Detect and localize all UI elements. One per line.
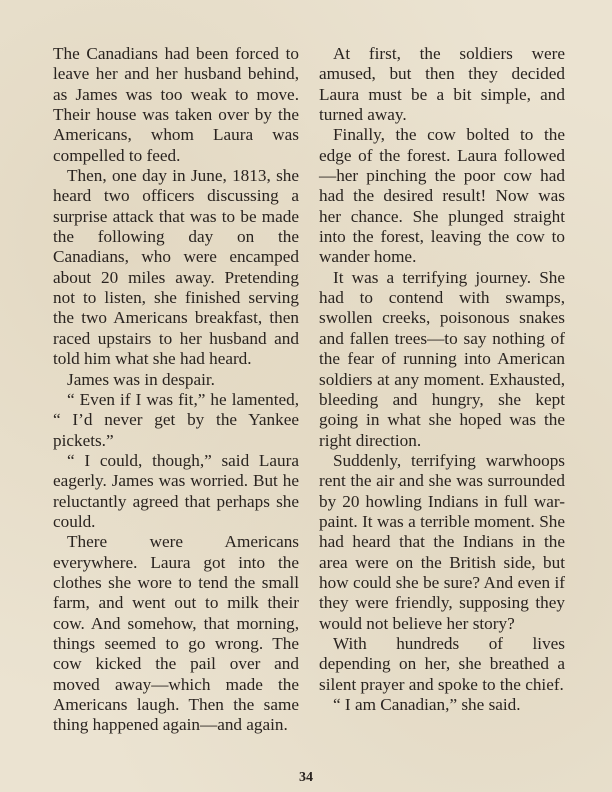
paragraph: “ I could, though,” said Laura eagerly. James was worried. But he reluctantly agreed that perhaps she could.	[53, 450, 299, 531]
paragraph: “ I am Canadian,” she said.	[333, 695, 521, 714]
paragraph: With hundreds of lives depending on her, she breathed a silent prayer and spoke to the chief.	[319, 633, 565, 694]
paragraph: James was in despair.	[67, 369, 215, 389]
paragraph: There were Americans everywhere. Laura got into the clothes she wore to tend the small farm, and went out to milk their cow. And somehow, that morning, things seemed to go wrong. The cow kicked the pail over and moved away—which made the Americans laugh. Then the same thing happened again—and again.	[53, 532, 299, 735]
paragraph: Then, one day in June, 1813, she heard two officers discussing a surprise attack that was to be made the following day on the Canadians, who were encamped about 20 miles away. Pretending not to listen, she finished serving the two Americans breakfast, then raced upstairs to her husband and told him what she had heard.	[53, 166, 299, 369]
paragraph: The Canadians had been forced to leave her and her husband behind, as James was too weak to move. Their house was taken over by the Americans, whom Laura was compelled to feed.	[53, 44, 299, 165]
paragraph: “ Even if I was fit,” he lamented, “ I’d never get by the Yankee pickets.”	[53, 389, 299, 450]
left-column	[53, 44, 299, 736]
paragraph: It was a terrifying journey. She had to contend with swamps, swollen creeks, poisonous snakes and fallen trees—to say nothing of the fear of running into American soldiers at any moment. Exhausted, bleeding and hungry, she kept going in what she hoped was the right direction.	[319, 267, 565, 450]
page-number: 34	[299, 770, 313, 785]
paragraph: At first, the soldiers were amused, but then they decided Laura must be a bit simple, and turned away.	[319, 44, 565, 125]
right-column	[319, 44, 565, 715]
paragraph: Suddenly, terrifying warwhoops rent the air and she was surrounded by 20 howling Indians in full war-paint. It was a terrible moment. She had heard that the Indians in the area were on the British side, but how could she be sure? And even if they were friendly, supposing they would not believe her story?	[319, 450, 565, 633]
paragraph: Finally, the cow bolted to the edge of the forest. Laura followed—her pinching the poor cow had had the desired result! Now was her chance. She plunged straight into the forest, leaving the cow to wander home.	[319, 125, 565, 267]
